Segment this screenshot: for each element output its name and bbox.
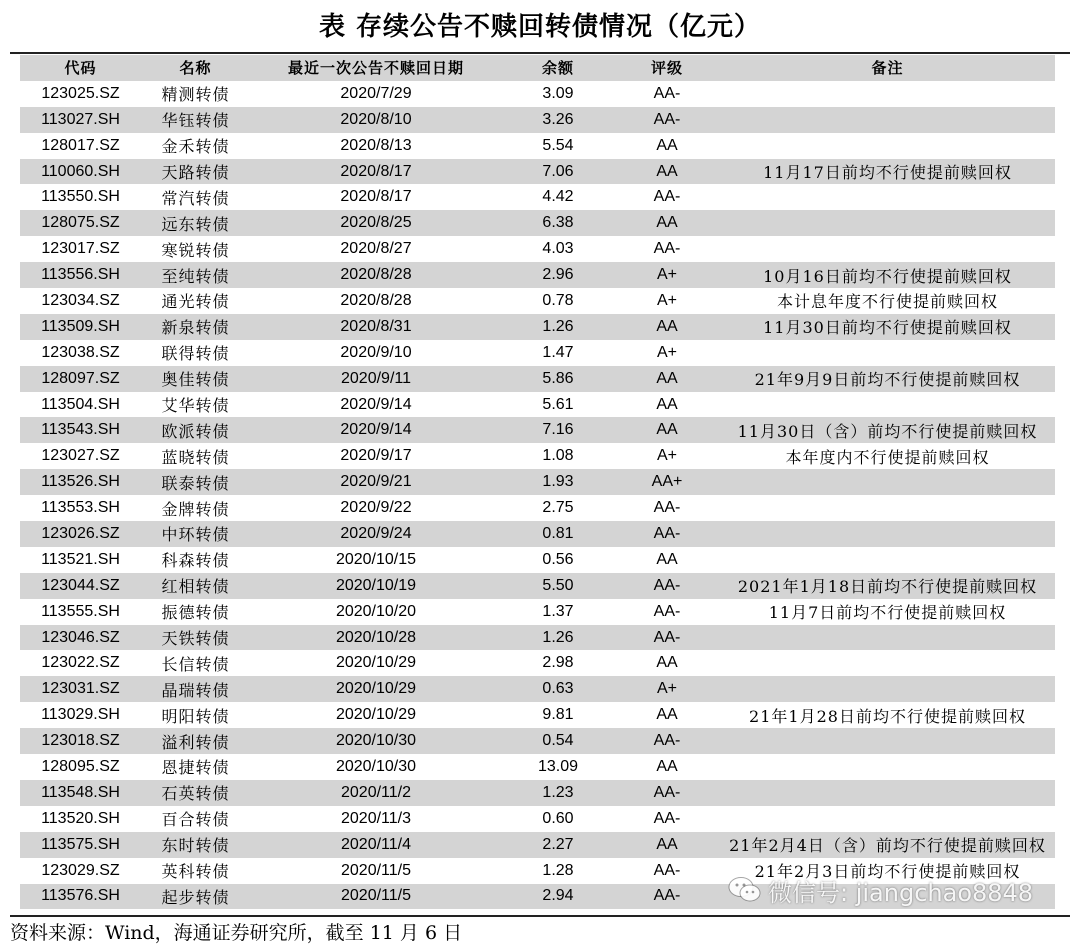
header-code: 代码 (20, 55, 141, 81)
remark-cell (720, 676, 1055, 702)
code-cell: 113556.SH (20, 262, 141, 288)
remark-cell (720, 81, 1055, 107)
name-cell: 英科转债 (161, 862, 230, 882)
code-cell: 113520.SH (41, 809, 120, 827)
balance-cell: 1.37 (542, 602, 574, 620)
table-body (20, 81, 1055, 910)
table-row (20, 443, 1055, 469)
name-cell: 石英转债 (141, 780, 250, 806)
table-row (20, 599, 1055, 625)
date-cell: 2020/7/29 (340, 84, 412, 102)
table-row (20, 884, 1055, 910)
remark-cell: 11月30日前均不行使提前赎回权 (720, 314, 1055, 340)
date-cell: 2020/10/15 (335, 550, 417, 568)
balance-cell: 4.42 (542, 188, 574, 206)
rating-cell: AA (614, 210, 720, 236)
date-cell: 2020/9/24 (250, 521, 502, 547)
balance-cell: 6.38 (502, 210, 614, 236)
rating-cell: AA (656, 395, 678, 413)
table-row (20, 780, 1055, 806)
code-cell: 123044.SZ (20, 573, 141, 599)
balance-cell: 0.78 (542, 291, 574, 309)
date-cell: 2020/11/5 (250, 884, 502, 910)
date-cell: 2020/8/13 (340, 136, 412, 154)
remark-cell (720, 806, 1055, 832)
balance-cell: 5.54 (542, 136, 574, 154)
code-cell: 113509.SH (20, 314, 141, 340)
balance-cell: 1.08 (542, 447, 574, 465)
code-cell: 113576.SH (20, 884, 141, 910)
source-note: 资料来源：Wind，海通证券研究所，截至 11 月 6 日 (10, 922, 463, 944)
code-cell: 113553.SH (41, 499, 120, 517)
remark-cell (720, 133, 1055, 159)
date-cell: 2020/10/29 (335, 706, 417, 724)
rating-cell: AA- (653, 861, 681, 879)
table-row (20, 210, 1055, 236)
table-row (20, 858, 1055, 884)
remark-cell (720, 107, 1055, 133)
name-cell: 天铁转债 (141, 625, 250, 651)
code-cell: 110060.SH (20, 159, 141, 185)
header-date: 最近一次公告不赎回日期 (250, 55, 502, 81)
remark-cell: 10月16日前均不行使提前赎回权 (720, 262, 1055, 288)
rating-cell: AA- (653, 499, 681, 517)
code-cell: 123022.SZ (41, 654, 120, 672)
date-cell: 2020/10/29 (335, 654, 417, 672)
header-name: 名称 (141, 55, 250, 81)
table-row (20, 521, 1055, 547)
table-row (20, 573, 1055, 599)
name-cell: 百合转债 (161, 810, 230, 830)
date-cell: 2020/8/28 (250, 262, 502, 288)
rating-cell: AA (656, 136, 678, 154)
table-row (20, 806, 1055, 832)
name-cell: 溢利转债 (141, 728, 250, 754)
table-row (20, 417, 1055, 443)
table-row (20, 159, 1055, 185)
rating-cell: A+ (656, 447, 677, 465)
name-cell: 金禾转债 (161, 137, 230, 157)
date-cell: 2020/8/17 (340, 188, 412, 206)
header-rating: 评级 (614, 55, 720, 81)
name-cell: 东时转债 (141, 832, 250, 858)
name-cell: 明阳转债 (161, 706, 230, 726)
rating-cell: AA- (653, 240, 681, 258)
table-row (20, 650, 1055, 676)
rating-cell: AA- (614, 573, 720, 599)
table-title: 表 存续公告不赎回转债情况（亿元） (318, 12, 762, 42)
name-cell: 起步转债 (141, 884, 250, 910)
balance-cell: 1.47 (542, 343, 574, 361)
rating-cell: AA (656, 706, 678, 724)
table-row (20, 107, 1055, 133)
remark-cell (720, 210, 1055, 236)
table-row (20, 340, 1055, 366)
remark-cell (720, 392, 1055, 418)
name-cell: 科森转债 (161, 551, 230, 571)
balance-cell: 0.63 (502, 676, 614, 702)
name-cell: 华钰转债 (141, 107, 250, 133)
name-cell: 振德转债 (161, 603, 230, 623)
rating-cell: AA- (653, 188, 681, 206)
rating-cell: AA- (614, 884, 720, 910)
name-cell: 欧派转债 (141, 417, 250, 443)
code-cell: 113543.SH (20, 417, 141, 443)
remark-cell: 21年2月4日（含）前均不行使提前赎回权 (720, 832, 1055, 858)
remark-cell: 21年2月3日前均不行使提前赎回权 (754, 862, 1021, 882)
date-cell: 2020/10/28 (250, 625, 502, 651)
rating-cell: AA- (614, 728, 720, 754)
date-cell: 2020/11/3 (341, 809, 411, 827)
table-row (20, 288, 1055, 314)
table-row (20, 133, 1055, 159)
balance-cell: 2.96 (502, 262, 614, 288)
rating-cell: AA- (653, 84, 681, 102)
date-cell: 2020/10/30 (335, 757, 417, 775)
date-cell: 2020/10/29 (250, 676, 502, 702)
header-balance: 余额 (502, 55, 614, 81)
name-cell: 天路转债 (141, 159, 250, 185)
balance-cell: 7.06 (502, 159, 614, 185)
table-row (20, 366, 1055, 392)
code-cell: 113521.SH (41, 550, 120, 568)
code-cell: 128097.SZ (20, 366, 141, 392)
code-cell: 123018.SZ (20, 728, 141, 754)
name-cell: 恩捷转债 (161, 758, 230, 778)
rating-cell: AA (656, 550, 678, 568)
rating-cell: AA- (614, 521, 720, 547)
balance-cell: 3.09 (542, 84, 574, 102)
name-cell: 至纯转债 (141, 262, 250, 288)
rating-cell: AA- (614, 780, 720, 806)
rating-cell: AA (614, 417, 720, 443)
balance-cell: 0.60 (542, 809, 574, 827)
date-cell: 2020/8/27 (340, 240, 412, 258)
top-rule (10, 52, 1070, 54)
name-cell: 通光转债 (161, 292, 230, 312)
rating-cell: AA+ (614, 469, 720, 495)
code-cell: 128095.SZ (41, 757, 120, 775)
balance-cell: 2.94 (502, 884, 614, 910)
remark-cell (720, 340, 1055, 366)
rating-cell: AA (614, 159, 720, 185)
balance-cell: 0.56 (542, 550, 574, 568)
date-cell: 2020/11/2 (250, 780, 502, 806)
table-header-row (20, 55, 1055, 81)
name-cell: 新泉转债 (141, 314, 250, 340)
name-cell: 中环转债 (141, 521, 250, 547)
table-row (20, 547, 1055, 573)
balance-cell: 2.27 (502, 832, 614, 858)
code-cell: 113555.SH (41, 602, 120, 620)
code-cell: 113548.SH (20, 780, 141, 806)
balance-cell: 3.26 (502, 107, 614, 133)
rating-cell: AA (614, 832, 720, 858)
code-cell: 113550.SH (41, 188, 120, 206)
remark-cell (720, 650, 1055, 676)
balance-cell: 4.03 (542, 240, 574, 258)
table-row (20, 469, 1055, 495)
name-cell: 金牌转债 (161, 499, 230, 519)
date-cell: 2020/10/20 (335, 602, 417, 620)
date-cell: 2020/10/19 (250, 573, 502, 599)
rating-cell: AA- (614, 625, 720, 651)
date-cell: 2020/9/14 (340, 395, 412, 413)
rating-cell: AA- (653, 602, 681, 620)
table-row (20, 314, 1055, 340)
name-cell: 联泰转债 (141, 469, 250, 495)
code-cell: 123046.SZ (20, 625, 141, 651)
remark-cell (720, 521, 1055, 547)
name-cell: 蓝晓转债 (161, 447, 230, 467)
balance-cell: 9.81 (542, 706, 574, 724)
name-cell: 远东转债 (141, 210, 250, 236)
rating-cell: A+ (656, 343, 677, 361)
code-cell: 123038.SZ (41, 343, 120, 361)
balance-cell: 2.98 (542, 654, 574, 672)
code-cell: 123026.SZ (20, 521, 141, 547)
code-cell: 113575.SH (20, 832, 141, 858)
rating-cell: AA (614, 314, 720, 340)
rating-cell: A+ (656, 291, 677, 309)
remark-cell (720, 495, 1055, 521)
code-cell: 123025.SZ (41, 84, 120, 102)
balance-cell: 13.09 (537, 757, 579, 775)
code-cell: 113029.SH (41, 706, 120, 724)
remark-cell: 本计息年度不行使提前赎回权 (776, 292, 998, 312)
name-cell: 晶瑞转债 (141, 676, 250, 702)
header-remark: 备注 (720, 55, 1055, 81)
code-cell: 113504.SH (41, 395, 120, 413)
name-cell: 寒锐转债 (161, 240, 230, 260)
name-cell: 精测转债 (161, 85, 230, 105)
remark-cell (720, 547, 1055, 573)
remark-cell (720, 728, 1055, 754)
date-cell: 2020/11/5 (341, 861, 411, 879)
rating-cell: AA (656, 757, 678, 775)
table-row (20, 702, 1055, 728)
date-cell: 2020/8/31 (250, 314, 502, 340)
code-cell: 128075.SZ (20, 210, 141, 236)
rating-cell: A+ (614, 262, 720, 288)
table-row (20, 236, 1055, 262)
remark-cell (720, 469, 1055, 495)
remark-cell: 11月17日前均不行使提前赎回权 (720, 159, 1055, 185)
date-cell: 2020/8/25 (250, 210, 502, 236)
name-cell: 红相转债 (141, 573, 250, 599)
balance-cell: 1.26 (502, 625, 614, 651)
code-cell: 113027.SH (20, 107, 141, 133)
remark-cell: 本年度内不行使提前赎回权 (785, 447, 990, 467)
code-cell: 113526.SH (20, 469, 141, 495)
remark-cell (720, 754, 1055, 780)
date-cell: 2020/9/10 (340, 343, 412, 361)
rating-cell: AA- (614, 107, 720, 133)
table-row (20, 81, 1055, 107)
date-cell: 2020/9/17 (340, 447, 412, 465)
remark-cell (720, 780, 1055, 806)
rating-cell: AA (656, 654, 678, 672)
remark-cell: 21年9月9日前均不行使提前赎回权 (720, 366, 1055, 392)
balance-cell: 1.26 (502, 314, 614, 340)
table-row (20, 625, 1055, 651)
remark-cell (720, 884, 1055, 910)
remark-cell: 21年1月28日前均不行使提前赎回权 (749, 706, 1026, 726)
rating-cell: AA (614, 366, 720, 392)
date-cell: 2020/9/22 (340, 499, 412, 517)
balance-cell: 2.75 (542, 499, 574, 517)
date-cell: 2020/9/11 (250, 366, 502, 392)
bottom-rule (10, 915, 1070, 917)
date-cell: 2020/8/10 (250, 107, 502, 133)
balance-cell: 1.28 (542, 861, 574, 879)
rating-cell: A+ (614, 676, 720, 702)
balance-cell: 5.50 (502, 573, 614, 599)
code-cell: 123034.SZ (41, 291, 120, 309)
table-row (20, 184, 1055, 210)
code-cell: 123031.SZ (20, 676, 141, 702)
remark-cell: 11月7日前均不行使提前赎回权 (768, 603, 1007, 623)
code-cell: 123029.SZ (41, 861, 120, 879)
date-cell: 2020/9/14 (250, 417, 502, 443)
remark-cell: 2021年1月18日前均不行使提前赎回权 (720, 573, 1055, 599)
balance-cell: 5.86 (502, 366, 614, 392)
remark-cell (720, 236, 1055, 262)
table-row (20, 676, 1055, 702)
table-row (20, 728, 1055, 754)
code-cell: 128017.SZ (41, 136, 120, 154)
name-cell: 艾华转债 (161, 396, 230, 416)
balance-cell: 7.16 (502, 417, 614, 443)
balance-cell: 1.23 (502, 780, 614, 806)
remark-cell (720, 625, 1055, 651)
remark-cell: 11月30日（含）前均不行使提前赎回权 (720, 417, 1055, 443)
balance-cell: 5.61 (542, 395, 574, 413)
balance-cell: 0.81 (502, 521, 614, 547)
date-cell: 2020/11/4 (250, 832, 502, 858)
remark-cell (720, 184, 1055, 210)
table-row (20, 495, 1055, 521)
balance-cell: 1.93 (502, 469, 614, 495)
table-row (20, 832, 1055, 858)
name-cell: 奥佳转债 (141, 366, 250, 392)
code-cell: 123017.SZ (41, 240, 120, 258)
table-row (20, 392, 1055, 418)
date-cell: 2020/10/30 (250, 728, 502, 754)
table-row (20, 262, 1055, 288)
watermark-text: 微信号: jiangchao8848 (768, 878, 1034, 907)
date-cell: 2020/8/28 (340, 291, 412, 309)
date-cell: 2020/8/17 (250, 159, 502, 185)
code-cell: 123027.SZ (41, 447, 120, 465)
date-cell: 2020/9/21 (250, 469, 502, 495)
balance-cell: 0.54 (502, 728, 614, 754)
name-cell: 长信转债 (161, 654, 230, 674)
name-cell: 常汽转债 (161, 188, 230, 208)
convertible-bond-table (20, 55, 1055, 909)
name-cell: 联得转债 (161, 344, 230, 364)
rating-cell: AA- (653, 809, 681, 827)
table-row (20, 754, 1055, 780)
